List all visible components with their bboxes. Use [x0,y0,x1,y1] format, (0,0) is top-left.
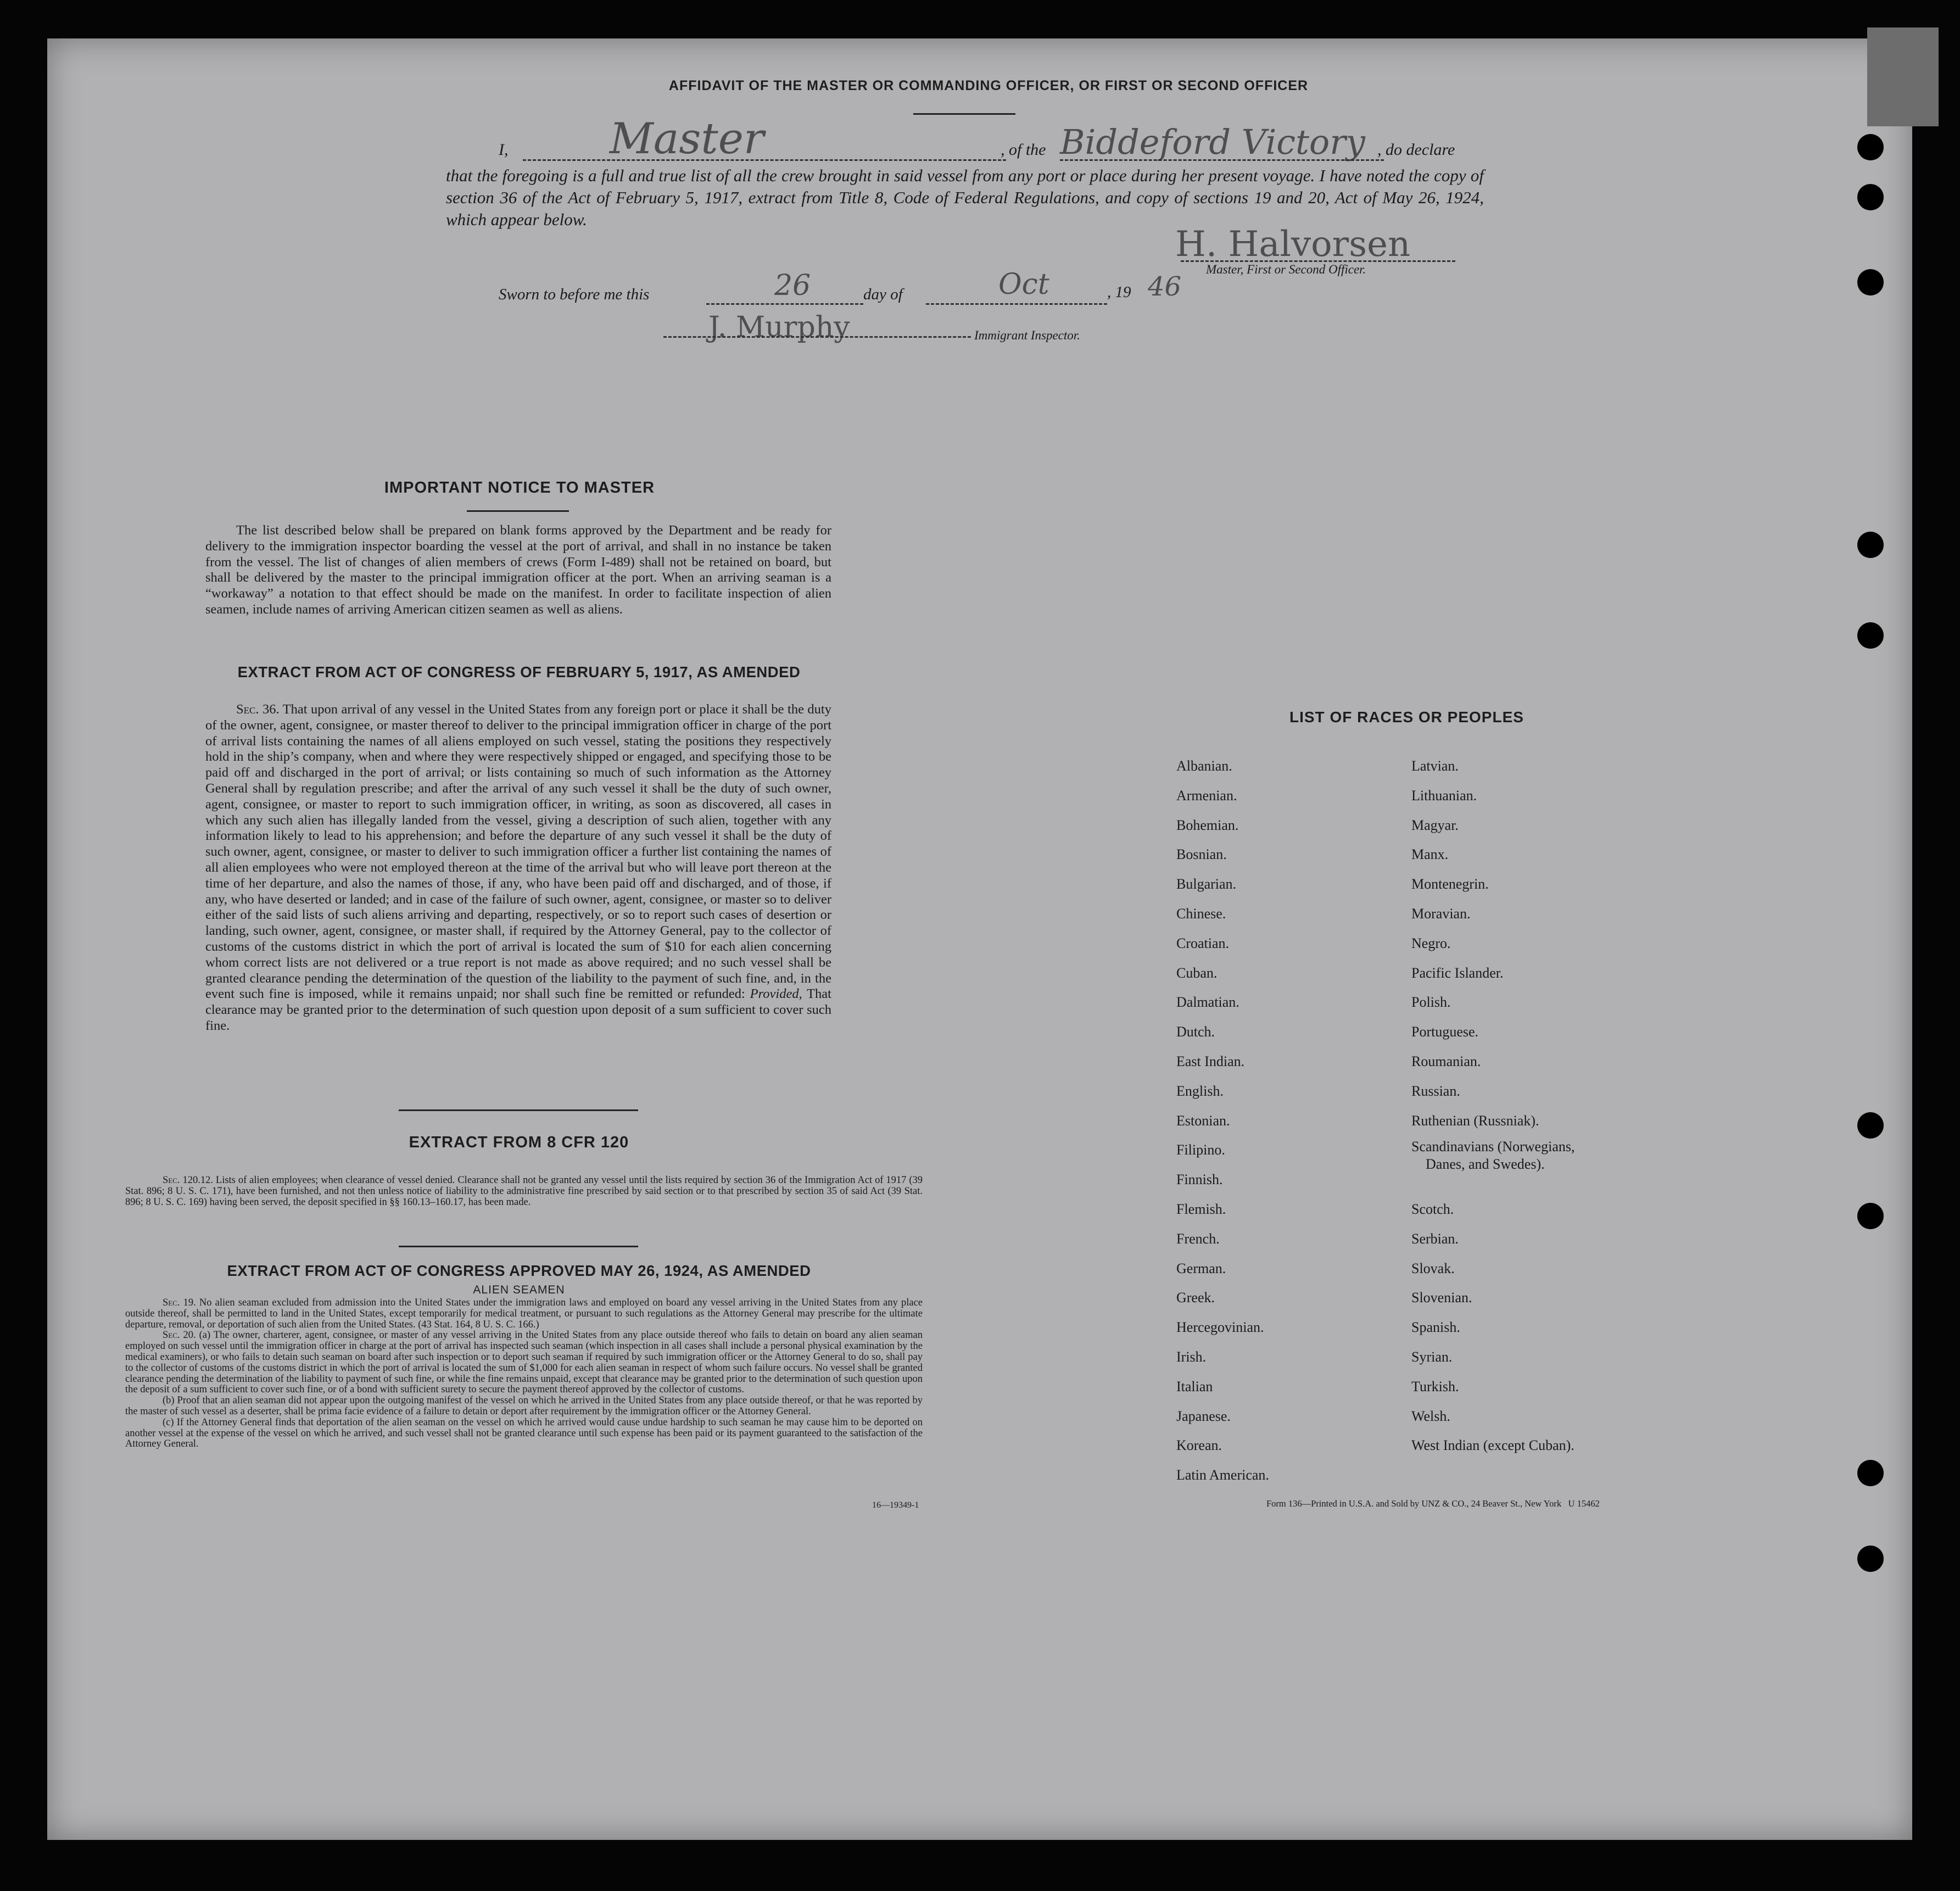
act1924-sec20b: (b) Proof that an alien seaman did not appear upon the outgoing manifest of the vessel on which he arrived in the United States from any place outside thereof, or that he was reported by the master of such vessel as a deserter, shall be prima facie evidence of a failure to detain or deport after requirement by the immigration officer or the Attorney General. [125,1395,923,1417]
corner-tab [1867,27,1939,126]
race-item: Finnish. [1176,1172,1223,1188]
race-item: Estonian. [1176,1112,1230,1129]
cfr-text: Lists of alien employees; when clearance of vessel denied. Clearance shall not be granted any vessel until the lists required by section 36 of the Immigration Act of 1917 (39 Stat. 896; 8 U. S. C. 171), have been furnished, and not then unless notice of liability to the administrative fine prescribed by said section or to that prescribed by section 35 of said Act (39 Stat. 896; 8 U. S. C. 169) having been served, the deposit specified in §§ 160.13–160.17, has been made. [125,1175,923,1208]
race-item: Chinese. [1176,905,1226,922]
act1924-sec19-label: Sec. 19. [163,1297,196,1308]
binder-hole [1857,532,1884,558]
form-note: Form 136—Printed in U.S.A. and Sold by UNZ & CO., 24 Beaver St., New York U 15462 [1266,1498,1600,1509]
race-item: Negro. [1411,935,1451,951]
race-item: Roumanian. [1411,1053,1481,1069]
sworn-month-line [926,303,1107,305]
race-item: Italian [1176,1378,1213,1394]
inspector-caption: Immigrant Inspector. [974,328,1080,342]
notice-rule [467,510,569,512]
binder-hole [1857,622,1884,649]
affidavit-i: I, [499,141,509,159]
race-item: Ruthenian (Russniak). [1411,1112,1539,1129]
binder-hole [1857,1460,1884,1486]
race-item: Manx. [1411,846,1449,863]
race-item: Moravian. [1411,905,1471,922]
sworn-year: 46 [1148,271,1182,302]
race-item: Russian. [1411,1083,1460,1099]
race-item: Dutch. [1176,1024,1215,1040]
race-item: Turkish. [1411,1378,1459,1394]
race-item: Lithuanian. [1411,787,1477,804]
act1917-section-label: Sec. 36. [236,702,280,717]
race-item: Portuguese. [1411,1024,1479,1040]
binder-hole [1857,1112,1884,1139]
race-item: Latin American. [1176,1467,1269,1483]
handwritten-officer: Master [610,114,764,164]
binder-hole [1857,269,1884,295]
race-item: Japanese. [1176,1408,1231,1424]
race-item: Pacific Islander. [1411,964,1504,981]
race-item: Bosnian. [1176,846,1227,863]
affidavit-declare: , do declare [1377,141,1455,159]
act1924-sec19 [125,1298,923,1330]
race-item: Serbian. [1411,1230,1459,1247]
binder-hole [1857,134,1884,160]
race-item: Spanish. [1411,1319,1460,1336]
race-item: Croatian. [1176,935,1230,951]
cfr-title: EXTRACT FROM 8 CFR 120 [409,1134,629,1151]
act1917-body [205,702,831,1034]
race-item: Filipino. [1176,1142,1225,1158]
race-item: Syrian. [1411,1348,1453,1365]
binder-hole [1857,184,1884,210]
act1924-sec20a [125,1330,923,1396]
cfr-rule-top [399,1109,638,1111]
affidavit-title: AFFIDAVIT OF THE MASTER OR COMMANDING OFFICER, OR FIRST OR SECOND OFFICER [668,78,1309,93]
race-item: Albanian. [1176,758,1232,774]
affidavit-body: that the foregoing is a full and true list of all the crew brought in said vessel from any port or place during her present voyage. I have noted the copy of section 36 of the Act of February 5, 1917, extract from Title 8, Code of Federal Regulations, and copy of sections 19 and 20, Act of May 26, 1924, which appear below. [446,166,1484,229]
act1924-rule-top [399,1246,638,1247]
affidavit-of-the: , of the [1001,141,1046,159]
race-item: West Indian (except Cuban). [1411,1437,1574,1454]
act1924-sec20c: (c) If the Attorney General finds that deportation of the alien seaman on the vessel on which he arrived would cause undue hardship to such seaman he may cause him to be deported on another vessel at the expense of the vessel on which he arrived, and such vessel shall not be granted clearance until such expense has been paid or its payment guaranteed to the satisfaction of the Attorney General. [125,1416,923,1450]
handwritten-vessel: Biddeford Victory [1060,122,1365,162]
notice-body: The list described below shall be prepared on blank forms approved by the Department and be ready for delivery to the immigration inspector boarding the vessel at the port of arrival, and shall in no instance be taken from the vessel. The list of changes of alien members of crews (Form I-489) shall not be retained on board, but shall be delivered by the master to the principal immigration officer at the port. When an arriving seaman is a “workaway” a notation to that effect should be made on the manifest. In order to facilitate inspection of alien seamen, include names of arriving American citizen seamen as well as aliens. [205,523,831,617]
act1924-title: EXTRACT FROM ACT OF CONGRESS APPROVED MAY 26, 1924, AS AMENDED [227,1262,811,1279]
master-signature: H. Halvorsen [1175,224,1411,265]
race-item: Magyar. [1411,817,1459,833]
race-item: Polish. [1411,994,1451,1011]
races-column-right [1411,751,1574,1460]
sworn-day: 26 [774,269,811,302]
race-item: Dalmatian. [1176,994,1239,1011]
race-item: Latvian. [1411,758,1459,774]
sworn-day-of: day of [863,286,903,303]
race-item: French. [1176,1230,1220,1247]
race-item: East Indian. [1176,1053,1245,1069]
notice-title: IMPORTANT NOTICE TO MASTER [384,479,655,497]
inspector-signature: J. Murphy [708,311,850,344]
race-item: Slovenian. [1411,1290,1472,1306]
race-item: English. [1176,1083,1224,1099]
race-item: Bulgarian. [1176,876,1237,892]
signature-caption: Master, First or Second Officer. [1206,263,1366,276]
race-item: Bohemian. [1176,817,1239,833]
race-item-continuation: Danes, and Swedes). [1426,1156,1545,1173]
race-item: Montenegrin. [1411,876,1489,892]
race-item: Welsh. [1411,1408,1450,1424]
race-item: Korean. [1176,1437,1222,1454]
races-column-left [1176,751,1269,1490]
sworn-year-prefix: , 19 [1107,283,1131,301]
act1924-sec20a-text: (a) The owner, charterer, agent, consignee, or master of any vessel arriving in the United States from any place outside thereof who fails to detain on board any alien seaman employed on such vessel until the immigration officer in charge at the port of arrival has inspected such seaman (which inspection in all cases shall include a personal physical examination by the medical examiners), or who fails to detain such seaman on board after such inspection or to deport such seaman if required by such immigration officer or the Attorney General to do so, shall pay to the collector of customs of the customs district in which the port of arrival is located the sum of $1,000 for each alien seaman in respect of whom such failure occurs. No vessel shall be granted clearance pending the determination of the liability to payment of such fine, or while the fine remains unpaid, except that clearance may be granted prior to the determination of such question upon the deposit of a sum sufficient to cover such fine, or of a bond with sufficient surety to secure the payment thereof approved by the collector of customs. [125,1330,923,1396]
act1917-text: That upon arrival of any vessel in the United States from any foreign port or place it shall be the duty of the owner, agent, consignee, or master thereof to deliver to the principal immigration officer in charge of the port of arrival lists containing the names of all aliens employed on such vessel, stating the positions they respectively hold in the ship’s company, when and where they were respectively shipped or engaged, and specifying those to be paid off and discharged in the port of arrival; or lists containing so much of such information as the Attorney General shall by regulation prescribe; and after the arrival of any such vessel it shall be the duty of such owner, agent, consignee, or master to report to such immigration officer, in writing, as soon as discovered, all cases in which any such alien has illegally landed from the vessel, giving a description of such alien, together with any information likely to lead to his apprehension; and before the departure of any such vessel it shall be the duty of such owner, agent, consignee, or master to deliver to such immigration officer a further list containing the names of all alien employees who were not employed thereon at the time of the arrival but who will leave port thereon at the time of her departure, and also the names of those, if any, who have been paid off and discharged, and of those, if any, who have deserted or landed; and in case of the failure of such owner, agent, consignee, or master so to deliver either of the said lists of such aliens arriving and departing, respectively, or so to report such cases of desertion or landing, such owner, agent, consignee, or master shall, if required by the Attorney General, pay to the collector of customs of the customs district in which the port of arrival is located the sum of $10 for each alien concerning whom correct lists are not delivered or a true report is not made as above required; and no such vessel shall be granted clearance pending the determination of the question of the liability to the payment of such fine, and, in the event such fine is imposed, while it remains unpaid; nor shall such fine be remitted or refunded: [205,702,831,1002]
race-item: German. [1176,1260,1226,1276]
act1917-proviso-label: Provided, [750,986,802,1002]
race-item: Cuban. [1176,964,1218,981]
act1917-proviso: That clearance may be granted prior to the determination of such question upon deposit of a sum sufficient to cover such fine. [205,986,831,1033]
act1924-sec20-label: Sec. 20. [163,1330,196,1341]
races-title: LIST OF RACES OR PEOPLES [1289,709,1524,726]
act1924-body [125,1298,923,1450]
race-item: Hercegovinian. [1176,1319,1264,1336]
officer-line [523,159,1006,161]
binder-hole [1857,1546,1884,1572]
signature-line [1181,260,1455,262]
race-item: Scandinavians (Norwegians, Danes, and Swedes). [1411,1139,1575,1173]
race-item: Irish. [1176,1348,1207,1365]
cfr-section-label: Sec. 120.12. [163,1175,213,1186]
cfr-body [125,1175,923,1208]
race-item: Armenian. [1176,787,1237,804]
race-item: Scotch. [1411,1201,1454,1217]
race-item: Greek. [1176,1290,1215,1306]
act1917-title: EXTRACT FROM ACT OF CONGRESS OF FEBRUARY 5, 1917, AS AMENDED [237,663,801,680]
act1924-sec19-text: No alien seaman excluded from admission into the United States under the immigration laws and employed on board any vessel arriving in the United States from any place outside thereof, shall be permitted to land in the United States, except temporarily for medical treatment, or pursuant to such regulations as the Attorney General may prescribe for the ultimate departure, removal, or deportation of such alien from the United States. (43 Stat. 164, 8 U. S. C. 166.) [125,1297,923,1330]
binder-hole [1857,1203,1884,1229]
act1924-subtitle: ALIEN SEAMEN [473,1284,565,1296]
race-item: Flemish. [1176,1201,1226,1217]
title-rule [913,113,1015,115]
race-item: Slovak. [1411,1260,1455,1276]
sworn-prefix: Sworn to before me this [499,286,650,303]
sworn-day-line [706,303,863,305]
act1924-form-code: 16—19349-1 [872,1500,919,1510]
sworn-month: Oct [998,268,1049,301]
